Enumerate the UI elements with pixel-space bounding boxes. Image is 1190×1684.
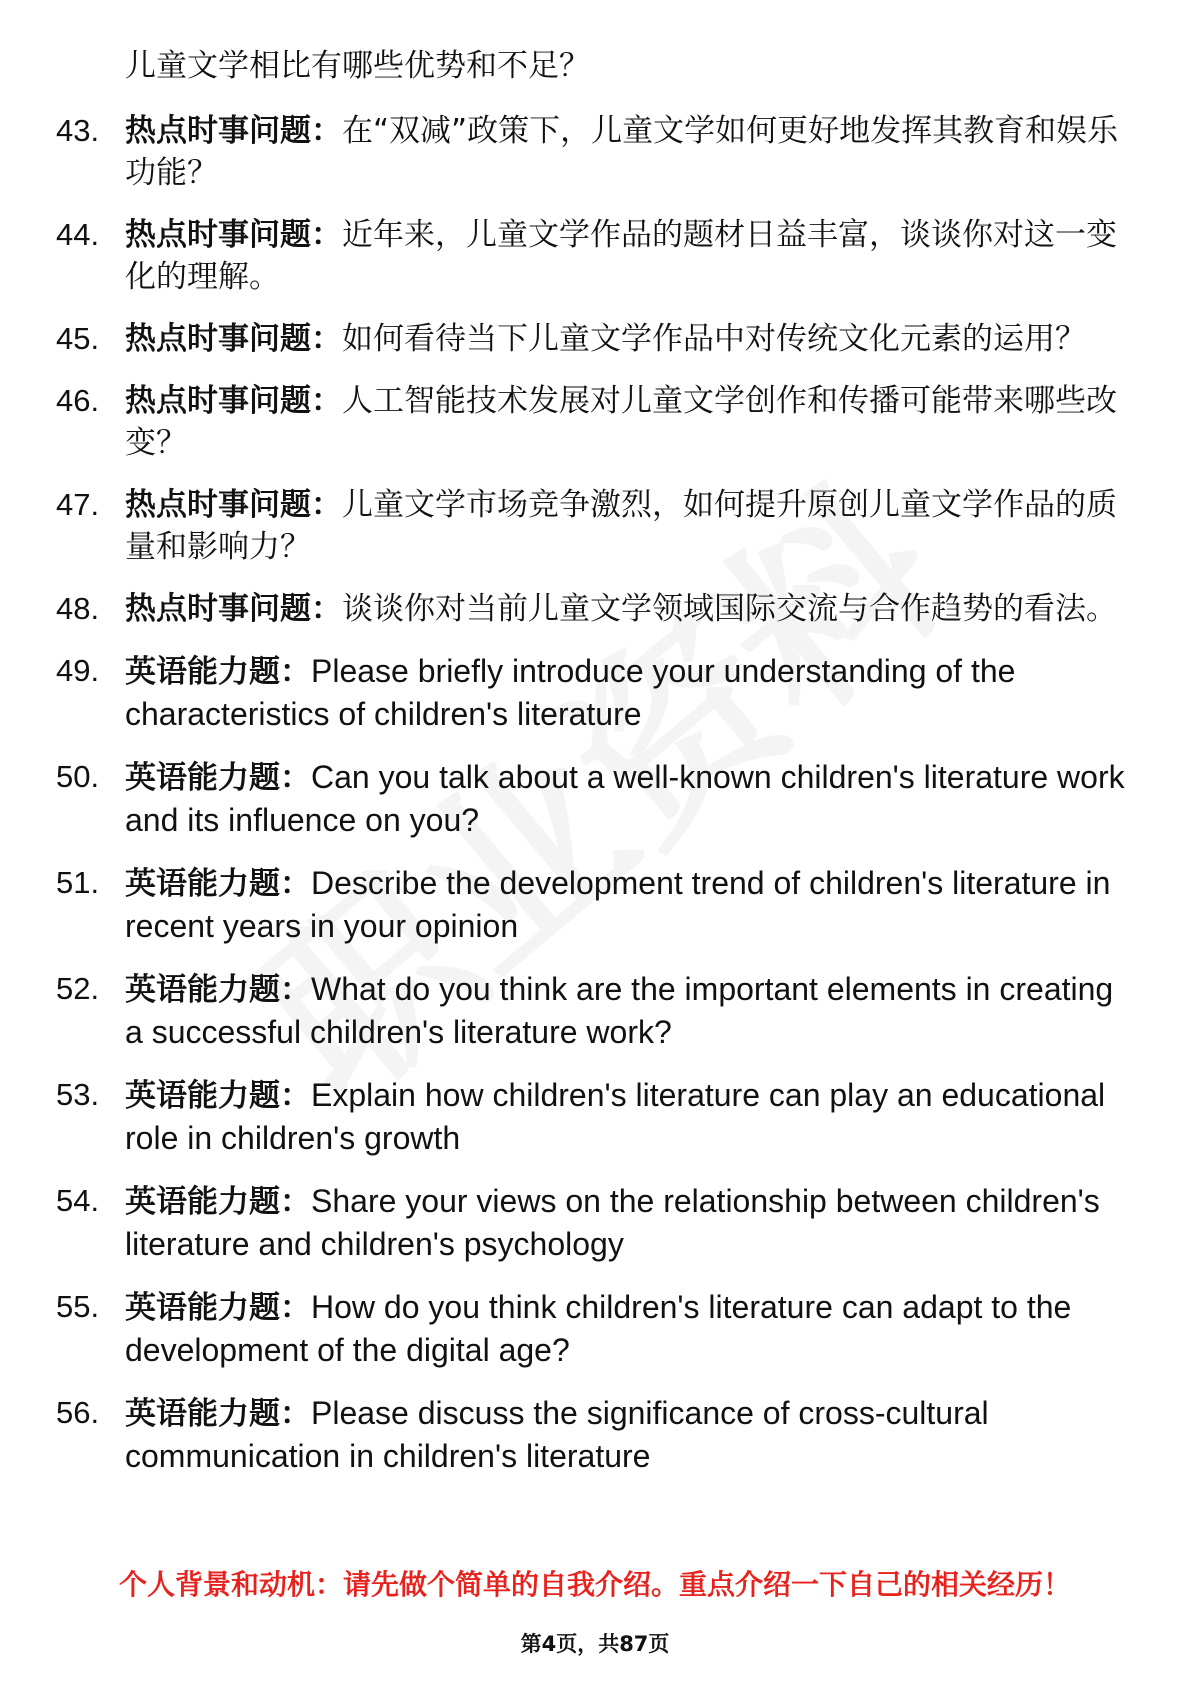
question-text: Please briefly introduce your understanding of the characteristics of children's literature: [125, 653, 1016, 732]
footer-note: 个人背景和动机：请先做个简单的自我介绍。重点介绍一下自己的相关经历！: [118, 1568, 1071, 1601]
question-text: What do you think are the important elements in creating a successful children's literature work?: [125, 971, 1114, 1050]
question-text: How do you think children's literature can adapt to the development of the digital age?: [125, 1289, 1072, 1368]
question-item: [0, 1074, 1190, 1160]
question-item: [0, 1180, 1190, 1266]
question-item: [0, 862, 1190, 948]
question-list: [0, 110, 1190, 1498]
question-number: 52.: [56, 971, 100, 1006]
question-item: [0, 650, 1190, 736]
question-category: 英语能力题：: [125, 972, 311, 1008]
question-category: 热点时事问题：: [125, 591, 342, 627]
question-item: [0, 1392, 1190, 1478]
question-text: Explain how children's literature can play an educational role in children's growth: [125, 1077, 1106, 1156]
question-category: 热点时事问题：: [125, 113, 342, 149]
question-item: [0, 756, 1190, 842]
question-item: [0, 214, 1190, 298]
question-number: 56.: [56, 1395, 100, 1430]
question-item: [0, 380, 1190, 464]
question-item: [0, 318, 1190, 360]
question-item: [0, 110, 1190, 194]
question-text: Describe the development trend of children's literature in recent years in your opinion: [125, 865, 1111, 944]
question-number: 51.: [56, 865, 100, 900]
question-category: 英语能力题：: [125, 1078, 311, 1114]
question-text: 谈谈你对当前儿童文学领域国际交流与合作趋势的看法。: [342, 591, 1117, 627]
question-category: 英语能力题：: [125, 760, 311, 796]
question-category: 热点时事问题：: [125, 321, 342, 357]
question-category: 热点时事问题：: [125, 487, 342, 523]
question-category: 英语能力题：: [125, 1396, 311, 1432]
question-number: 45.: [56, 321, 100, 356]
question-text: 如何看待当下儿童文学作品中对传统文化元素的运用？: [342, 321, 1086, 357]
question-category: 英语能力题：: [125, 1290, 311, 1326]
question-category: 英语能力题：: [125, 1184, 311, 1220]
question-number: 43.: [56, 113, 100, 148]
question-number: 48.: [56, 591, 100, 626]
question-text: 近年来，儿童文学作品的题材日益丰富，谈谈你对这一变化的理解。: [125, 217, 1117, 295]
question-number: 47.: [56, 487, 100, 522]
question-text: Share your views on the relationship between children's literature and children's psychology: [125, 1183, 1100, 1262]
question-number: 53.: [56, 1077, 100, 1112]
question-item: [0, 968, 1190, 1054]
question-text: Please discuss the significance of cross-cultural communication in children's literature: [125, 1395, 989, 1474]
question-item: [0, 1286, 1190, 1372]
question-item: [0, 484, 1190, 568]
question-category: 热点时事问题：: [125, 383, 342, 419]
question-text: 儿童文学市场竞争激烈，如何提升原创儿童文学作品的质量和影响力？: [125, 487, 1117, 565]
question-text: 人工智能技术发展对儿童文学创作和传播可能带来哪些改变？: [125, 383, 1117, 461]
question-text: Can you talk about a well-known children's literature work and its influence on you?: [125, 759, 1125, 838]
question-item: [0, 588, 1190, 630]
question-category: 热点时事问题：: [125, 217, 342, 253]
continuation-text: 儿童文学相比有哪些优势和不足？: [125, 48, 590, 84]
question-number: 44.: [56, 217, 100, 252]
question-number: 55.: [56, 1289, 100, 1324]
page-number: 第4页，共87页: [520, 1632, 670, 1656]
question-category: 英语能力题：: [125, 654, 311, 690]
question-text: 在“双减”政策下，儿童文学如何更好地发挥其教育和娱乐功能？: [125, 113, 1119, 191]
question-number: 46.: [56, 383, 100, 418]
question-number: 54.: [56, 1183, 100, 1218]
question-category: 英语能力题：: [125, 866, 311, 902]
question-number: 50.: [56, 759, 100, 794]
question-number: 49.: [56, 653, 100, 688]
